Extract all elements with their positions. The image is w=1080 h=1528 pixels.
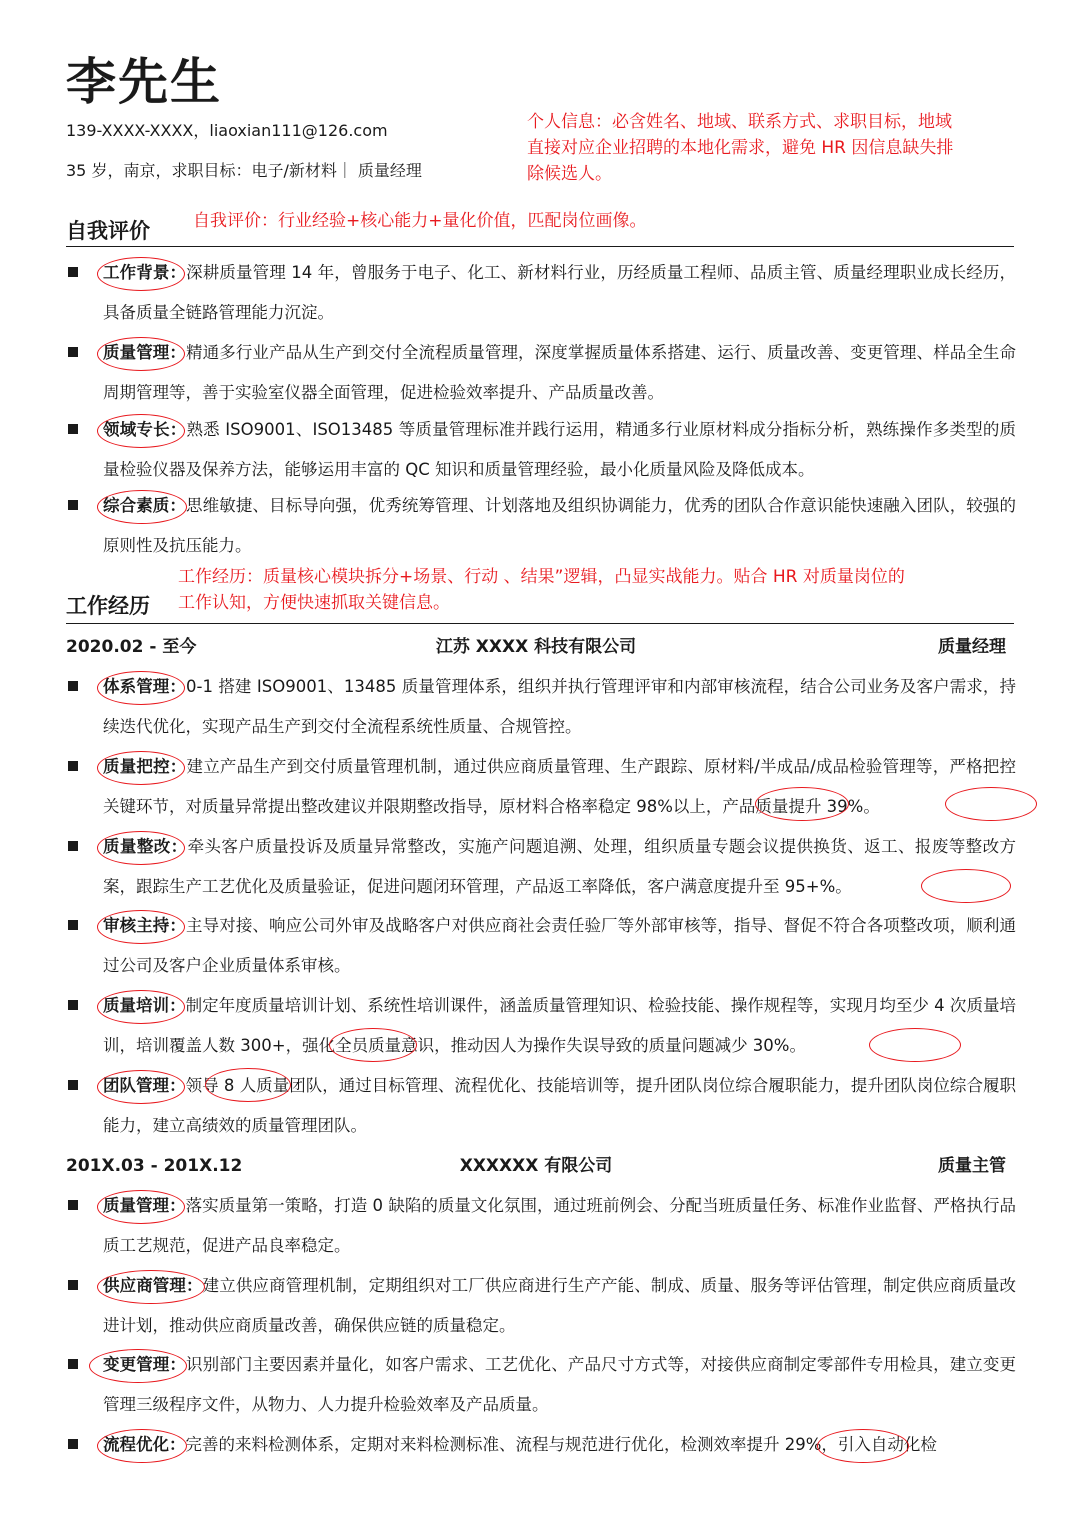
- item-text: 熟悉 ISO9001、ISO13485 等质量管理标准并践行运用，精通多行业原材料成分指标分析，熟练操作多类型的质量检验仪器及保养方法，能够运用丰富的 QC 知识和质量管理经验，最小化质量风险及降低成本。: [103, 420, 1017, 479]
- job-header: [66, 1153, 1006, 1179]
- job-date: 201X.03 - 201X.12: [66, 1156, 243, 1176]
- item-text: 建立供应商管理机制，定期组织对工厂供应商进行生产产能、制成、质量、服务等评估管理，制定供应商质量改进计划，推动供应商质量改善，确保供应链的质量稳定。: [103, 1276, 1017, 1335]
- item-label: 质量管理：: [103, 1196, 186, 1215]
- square-bullet-icon: [68, 500, 78, 510]
- item-label: 领域专长：: [103, 420, 187, 439]
- square-bullet-icon: [68, 1280, 78, 1290]
- square-bullet-icon: [68, 1439, 78, 1449]
- annotation-circle: [97, 831, 185, 865]
- square-bullet-icon: [68, 920, 78, 930]
- list-item: [68, 827, 1016, 907]
- item-label: 质量整改：: [103, 837, 188, 856]
- annotation-circle: [97, 414, 185, 448]
- item-label: 质量培训：: [103, 996, 186, 1015]
- job-role: 质量经理: [938, 637, 1006, 657]
- item-text: 识别部门主要因素并量化，如客户需求、工艺优化、产品尺寸方式等，对接供应商制定零部件专用检具，建立变更管理三级程序文件，从物力、人力提升检验效率及产品质量。: [103, 1355, 1017, 1414]
- item-label: 变更管理：: [103, 1355, 187, 1374]
- self-evaluation-note: 自我评价：行业经验+核心能力+量化价值，匹配岗位画像。: [193, 211, 647, 231]
- annotation-circle: [97, 751, 185, 785]
- job-role: 质量主管: [938, 1156, 1006, 1176]
- item-text: 落实质量第一策略，打造 0 缺陷的质量文化氛围，通过班前例会、分配当班质量任务、标准作业监督、严格执行品质工艺规范，促进产品良率稳定。: [103, 1196, 1016, 1255]
- list-item: [68, 1345, 1016, 1425]
- item-text: 制定年度质量培训计划、系统性培训课件，涵盖质量管理知识、检验技能、操作规程等，实现月均至少 4 次质量培训，培训覆盖人数 300+，强化全员质量意识，推动因人为操作失误导致的质量问题减少 30%。: [103, 996, 1016, 1055]
- square-bullet-icon: [68, 761, 78, 771]
- item-text: 领导 8 人质量团队，通过目标管理、流程优化、技能培训等，提升团队岗位综合履职能力，提升团队岗位综合履职能力，建立高绩效的质量管理团队。: [103, 1076, 1016, 1135]
- item-text: 精通多行业产品从生产到交付全流程质量管理，深度掌握质量体系搭建、运行、质量改善、变更管理、样品全生命周期管理等，善于实验室仪器全面管理，促进检验效率提升、产品质量改善。: [103, 343, 1017, 402]
- annotation-circle: [97, 1270, 205, 1304]
- item-label: 工作背景：: [103, 263, 187, 282]
- item-label: 体系管理：: [103, 677, 187, 696]
- annotation-circle: [97, 490, 187, 524]
- annotation-circle: [205, 1068, 291, 1102]
- square-bullet-icon: [68, 1080, 78, 1090]
- list-item: [68, 906, 1016, 986]
- square-bullet-icon: [68, 347, 78, 357]
- annotation-circle: [329, 1028, 417, 1062]
- square-bullet-icon: [68, 841, 78, 851]
- personal-info-note: 个人信息：必含姓名、地域、联系方式、求职目标，地域直接对应企业招聘的本地化需求，避免 HR 因信息缺失排除候选人。: [527, 112, 954, 184]
- square-bullet-icon: [68, 681, 78, 691]
- item-text: 牵头客户质量投诉及质量异常整改，实施产问题追溯、处理，组织质量专题会议提供换货、返工、报废等整改方案，跟踪生产工艺优化及质量验证，促进问题闭环管理，产品返工率降低，客户满意度提升至 95+%。: [103, 837, 1017, 896]
- annotation-circle: [97, 1429, 187, 1463]
- annotation-circle: [817, 1429, 909, 1463]
- item-label: 质量把控：: [103, 757, 187, 776]
- square-bullet-icon: [68, 1359, 78, 1369]
- item-text: 0-1 搭建 ISO9001、13485 质量管理体系，组织并执行管理评审和内部审核流程，结合公司业务及客户需求，持续迭代优化，实现产品生产到交付全流程系统性质量、合规管控。: [103, 677, 1017, 736]
- square-bullet-icon: [68, 1200, 78, 1210]
- item-label: 审核主持：: [103, 916, 187, 935]
- item-label: 团队管理：: [103, 1076, 186, 1095]
- item-label: 综合素质：: [103, 496, 187, 515]
- annotation-circle: [97, 671, 185, 705]
- item-text: 建立产品生产到交付质量管理机制，通过供应商质量管理、生产跟踪、原材料/半成品/成品检验管理等，严格把控关键环节，对质量异常提出整改建议并限期整改指导，原材料合格率稳定 98%以上，产品质量提升 39%。: [103, 757, 1017, 816]
- annotation-circle: [97, 257, 185, 291]
- list-item: [68, 486, 1016, 566]
- work-experience-note: 工作经历：质量核心模块拆分+场景、行动 、结果”逻辑，凸显实战能力。贴合 HR 对质量岗位的工作认知，方便快速抓取关键信息。: [178, 567, 905, 613]
- job-date: 2020.02 - 至今: [66, 637, 197, 657]
- list-item: [68, 1186, 1016, 1266]
- annotation-circle: [97, 1070, 185, 1104]
- profile-line: 35 岁，南京，求职目标：电子/新材料｜ 质量经理: [66, 161, 422, 180]
- annotation-circle: [97, 910, 185, 944]
- section-title-work-experience: 工作经历: [66, 594, 150, 618]
- section-title-self-evaluation: 自我评价: [66, 219, 150, 243]
- job-header: [66, 634, 1006, 660]
- section-divider: [66, 623, 1014, 624]
- annotation-circle: [755, 787, 849, 821]
- list-item: [68, 1266, 1016, 1346]
- square-bullet-icon: [68, 424, 78, 434]
- annotation-circle: [97, 990, 185, 1024]
- list-item: [68, 410, 1016, 490]
- list-item: [68, 253, 1016, 333]
- annotation-circle: [97, 337, 185, 371]
- contact-line: 139-XXXX-XXXX，liaoxian111@126.com: [66, 121, 388, 140]
- annotation-circle: [97, 1190, 185, 1224]
- item-text: 主导对接、响应公司外审及战略客户对供应商社会责任验厂等外部审核等，指导、督促不符合各项整改项，顺利通过公司及客户企业质量体系审核。: [103, 916, 1017, 975]
- candidate-name: 李先生: [66, 53, 222, 111]
- item-text: 思维敏捷、目标导向强，优秀统筹管理、计划落地及组织协调能力，优秀的团队合作意识能快速融入团队，较强的原则性及抗压能力。: [103, 496, 1017, 555]
- section-divider: [66, 246, 1014, 247]
- list-item: [68, 747, 1016, 827]
- list-item: [68, 333, 1016, 413]
- annotation-circle: [945, 787, 1037, 821]
- annotation-circle: [89, 1349, 187, 1383]
- job-company: 江苏 XXXX 科技有限公司: [435, 637, 637, 657]
- item-label: 质量管理：: [103, 343, 187, 362]
- annotation-circle: [921, 869, 1011, 903]
- square-bullet-icon: [68, 1000, 78, 1010]
- list-item: [68, 667, 1016, 747]
- square-bullet-icon: [68, 267, 78, 277]
- item-label: 流程优化：: [103, 1435, 186, 1454]
- job-company: XXXXXX 有限公司: [459, 1156, 613, 1176]
- item-text: 深耕质量管理 14 年，曾服务于电子、化工、新材料行业，历经质量工程师、品质主管、质量经理职业成长经历，具备质量全链路管理能力沉淀。: [103, 263, 1016, 322]
- list-item: [68, 986, 1016, 1066]
- annotation-circle: [869, 1028, 961, 1062]
- item-label: 供应商管理：: [103, 1276, 203, 1295]
- item-text: 完善的来料检测体系，定期对来料检测标准、流程与规范进行优化，检测效率提升 29%，引入自动化检: [185, 1435, 937, 1454]
